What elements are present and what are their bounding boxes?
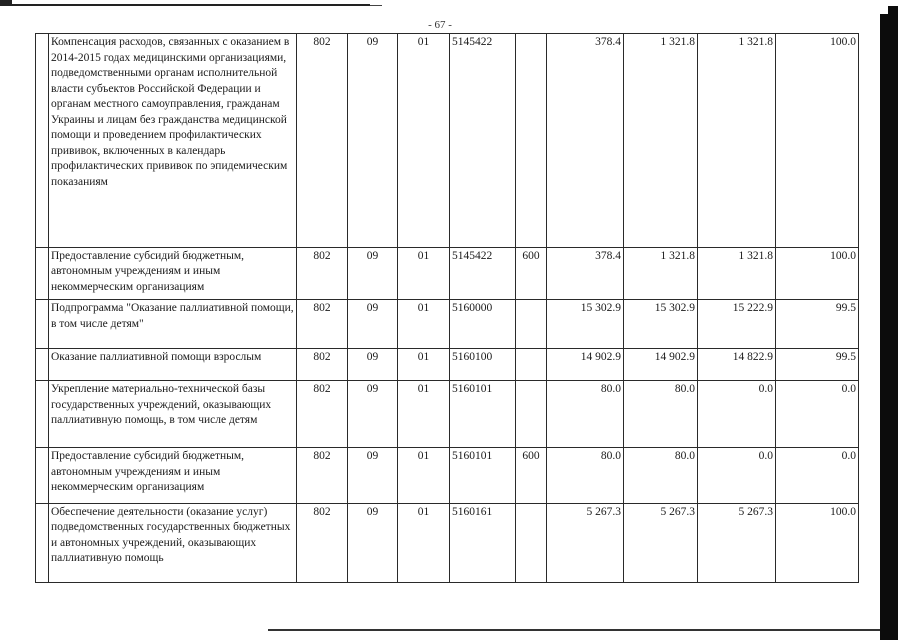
amount-executed-cell: 0.0	[698, 448, 776, 504]
amount-executed-cell: 5 267.3	[698, 503, 776, 582]
expense-type-code-cell: 600	[516, 247, 547, 300]
row-margin-cell	[36, 381, 49, 448]
table-row	[36, 381, 859, 448]
row-margin-cell	[36, 503, 49, 582]
target-item-code-cell: 5160161	[450, 503, 516, 582]
amount-revised-cell: 1 321.8	[624, 34, 698, 248]
section-code-cell: 09	[348, 448, 398, 504]
subsection-code-cell: 01	[398, 348, 450, 380]
target-item-code-cell: 5160100	[450, 348, 516, 380]
execution-percent-cell: 99.5	[776, 300, 859, 349]
scan-edge-artifact	[880, 14, 898, 640]
row-margin-cell	[36, 34, 49, 248]
name-cell: Предоставление субсидий бюджетным, автономным учреждениям и иным некоммерческим организациям	[49, 247, 297, 300]
amount-plan-cell: 15 302.9	[547, 300, 624, 349]
amount-executed-cell: 14 822.9	[698, 348, 776, 380]
target-item-code-cell: 5160000	[450, 300, 516, 349]
section-code-cell: 09	[348, 503, 398, 582]
table-row	[36, 34, 859, 248]
amount-revised-cell: 14 902.9	[624, 348, 698, 380]
amount-executed-cell: 1 321.8	[698, 247, 776, 300]
table-row	[36, 348, 859, 380]
name-cell: Оказание паллиативной помощи взрослым	[49, 348, 297, 380]
target-item-code-cell: 5160101	[450, 448, 516, 504]
subsection-code-cell: 01	[398, 448, 450, 504]
execution-percent-cell: 100.0	[776, 503, 859, 582]
ministry-code-cell: 802	[297, 300, 348, 349]
subsection-code-cell: 01	[398, 247, 450, 300]
amount-plan-cell: 5 267.3	[547, 503, 624, 582]
name-cell: Обеспечение деятельности (оказание услуг) подведомственных государственных бюджетных и автономных учреждений, оказывающих паллиативную помощь	[49, 503, 297, 582]
budget-table	[35, 33, 859, 583]
name-cell: Предоставление субсидий бюджетным, автономным учреждениям и иным некоммерческим организациям	[49, 448, 297, 504]
page-number: - 67 -	[428, 19, 452, 31]
row-margin-cell	[36, 348, 49, 380]
amount-revised-cell: 5 267.3	[624, 503, 698, 582]
section-code-cell: 09	[348, 34, 398, 248]
amount-revised-cell: 1 321.8	[624, 247, 698, 300]
scan-edge-artifact	[268, 629, 880, 631]
execution-percent-cell: 100.0	[776, 247, 859, 300]
expense-type-code-cell	[516, 381, 547, 448]
execution-percent-cell: 0.0	[776, 448, 859, 504]
subsection-code-cell: 01	[398, 503, 450, 582]
expense-type-code-cell	[516, 503, 547, 582]
amount-revised-cell: 80.0	[624, 448, 698, 504]
amount-executed-cell: 15 222.9	[698, 300, 776, 349]
name-cell: Укрепление материально-технической базы государственных учреждений, оказывающих паллиативную помощь, в том числе детям	[49, 381, 297, 448]
table-row	[36, 300, 859, 349]
amount-executed-cell: 0.0	[698, 381, 776, 448]
expense-type-code-cell: 600	[516, 448, 547, 504]
section-code-cell: 09	[348, 247, 398, 300]
target-item-code-cell: 5145422	[450, 34, 516, 248]
ministry-code-cell: 802	[297, 348, 348, 380]
execution-percent-cell: 0.0	[776, 381, 859, 448]
expense-type-code-cell	[516, 348, 547, 380]
execution-percent-cell: 99.5	[776, 348, 859, 380]
scan-edge-artifact	[0, 4, 370, 6]
expense-type-code-cell	[516, 300, 547, 349]
ministry-code-cell: 802	[297, 247, 348, 300]
name-cell: Подпрограмма "Оказание паллиативной помощи, в том числе детям"	[49, 300, 297, 349]
amount-plan-cell: 378.4	[547, 247, 624, 300]
target-item-code-cell: 5145422	[450, 247, 516, 300]
section-code-cell: 09	[348, 381, 398, 448]
amount-plan-cell: 80.0	[547, 448, 624, 504]
section-code-cell: 09	[348, 300, 398, 349]
amount-revised-cell: 80.0	[624, 381, 698, 448]
subsection-code-cell: 01	[398, 381, 450, 448]
amount-plan-cell: 80.0	[547, 381, 624, 448]
table-row	[36, 448, 859, 504]
row-margin-cell	[36, 300, 49, 349]
target-item-code-cell: 5160101	[450, 381, 516, 448]
ministry-code-cell: 802	[297, 381, 348, 448]
ministry-code-cell: 802	[297, 448, 348, 504]
section-code-cell: 09	[348, 348, 398, 380]
name-cell: Компенсация расходов, связанных с оказанием в 2014-2015 годах медицинскими организациями, подведомственными органам исполнительной власти субъектов Российской Федерации и органам местного самоуправления, гражданам Украины и лицам без гражданства медицинской помощи и проведением профилактических прививок, включенных в календарь профилактических прививок по эпидемическим показаниям	[49, 34, 297, 248]
row-margin-cell	[36, 448, 49, 504]
amount-revised-cell: 15 302.9	[624, 300, 698, 349]
amount-executed-cell: 1 321.8	[698, 34, 776, 248]
subsection-code-cell: 01	[398, 300, 450, 349]
ministry-code-cell: 802	[297, 34, 348, 248]
amount-plan-cell: 378.4	[547, 34, 624, 248]
ministry-code-cell: 802	[297, 503, 348, 582]
expense-type-code-cell	[516, 34, 547, 248]
table-row	[36, 503, 859, 582]
row-margin-cell	[36, 247, 49, 300]
execution-percent-cell: 100.0	[776, 34, 859, 248]
amount-plan-cell: 14 902.9	[547, 348, 624, 380]
subsection-code-cell: 01	[398, 34, 450, 248]
table-row	[36, 247, 859, 300]
scan-edge-artifact	[370, 5, 382, 6]
